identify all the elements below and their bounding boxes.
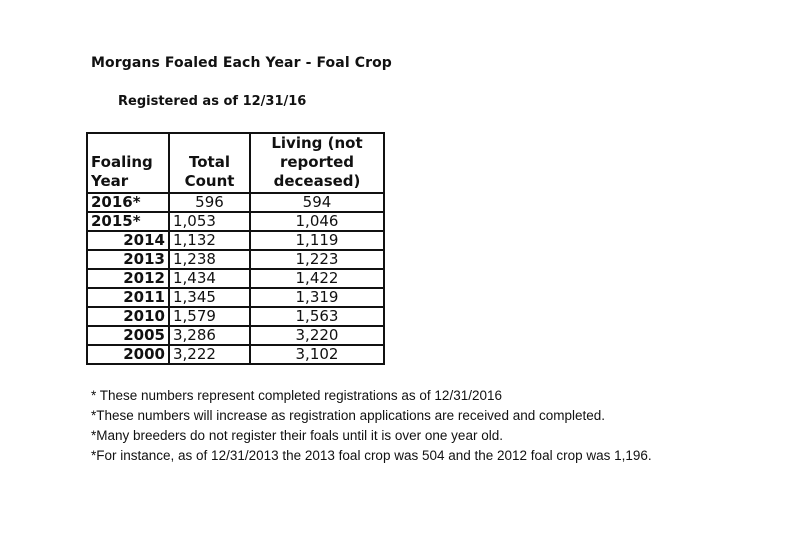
table-row	[87, 193, 384, 212]
cell-total: 1,434	[169, 269, 250, 288]
table-header-row	[87, 133, 384, 193]
cell-total: 3,286	[169, 326, 250, 345]
cell-year: 2010	[87, 307, 169, 326]
footnote: * These numbers represent completed registrations as of 12/31/2016	[91, 388, 502, 403]
cell-living: 3,102	[250, 345, 384, 364]
cell-year: 2011	[87, 288, 169, 307]
footnotes	[91, 386, 652, 466]
footnote: *These numbers will increase as registration applications are received and completed.	[91, 408, 606, 423]
cell-total: 1,345	[169, 288, 250, 307]
table-row	[87, 250, 384, 269]
cell-total: 1,053	[169, 212, 250, 231]
footnote: *For instance, as of 12/31/2013 the 2013 foal crop was 504 and the 2012 foal crop was 1,196.	[91, 448, 652, 463]
cell-year: 2000	[87, 345, 169, 364]
cell-year: 2016*	[87, 193, 169, 212]
document-subtitle: Registered as of 12/31/16	[118, 94, 307, 109]
table-row	[87, 269, 384, 288]
cell-total: 1,132	[169, 231, 250, 250]
cell-total: 1,238	[169, 250, 250, 269]
cell-year: 2015*	[87, 212, 169, 231]
table-row	[87, 231, 384, 250]
cell-total: 1,579	[169, 307, 250, 326]
header-foaling-year: Foaling Year	[87, 133, 169, 193]
cell-year: 2013	[87, 250, 169, 269]
document-title: Morgans Foaled Each Year - Foal Crop	[91, 55, 392, 71]
cell-year: 2014	[87, 231, 169, 250]
table-row	[87, 212, 384, 231]
cell-living: 1,223	[250, 250, 384, 269]
cell-living: 1,119	[250, 231, 384, 250]
table-row	[87, 326, 384, 345]
header-total-count: Total Count	[169, 133, 250, 193]
table-row	[87, 345, 384, 364]
header-living: Living (not reported deceased)	[250, 133, 384, 193]
cell-living: 3,220	[250, 326, 384, 345]
table-row	[87, 307, 384, 326]
cell-year: 2005	[87, 326, 169, 345]
foal-crop-table	[86, 132, 385, 365]
cell-total: 3,222	[169, 345, 250, 364]
cell-total: 596	[169, 193, 250, 212]
cell-living: 1,422	[250, 269, 384, 288]
cell-living: 1,046	[250, 212, 384, 231]
cell-living: 1,319	[250, 288, 384, 307]
cell-year: 2012	[87, 269, 169, 288]
footnote: *Many breeders do not register their foals until it is over one year old.	[91, 428, 503, 443]
cell-living: 594	[250, 193, 384, 212]
cell-living: 1,563	[250, 307, 384, 326]
table-row	[87, 288, 384, 307]
